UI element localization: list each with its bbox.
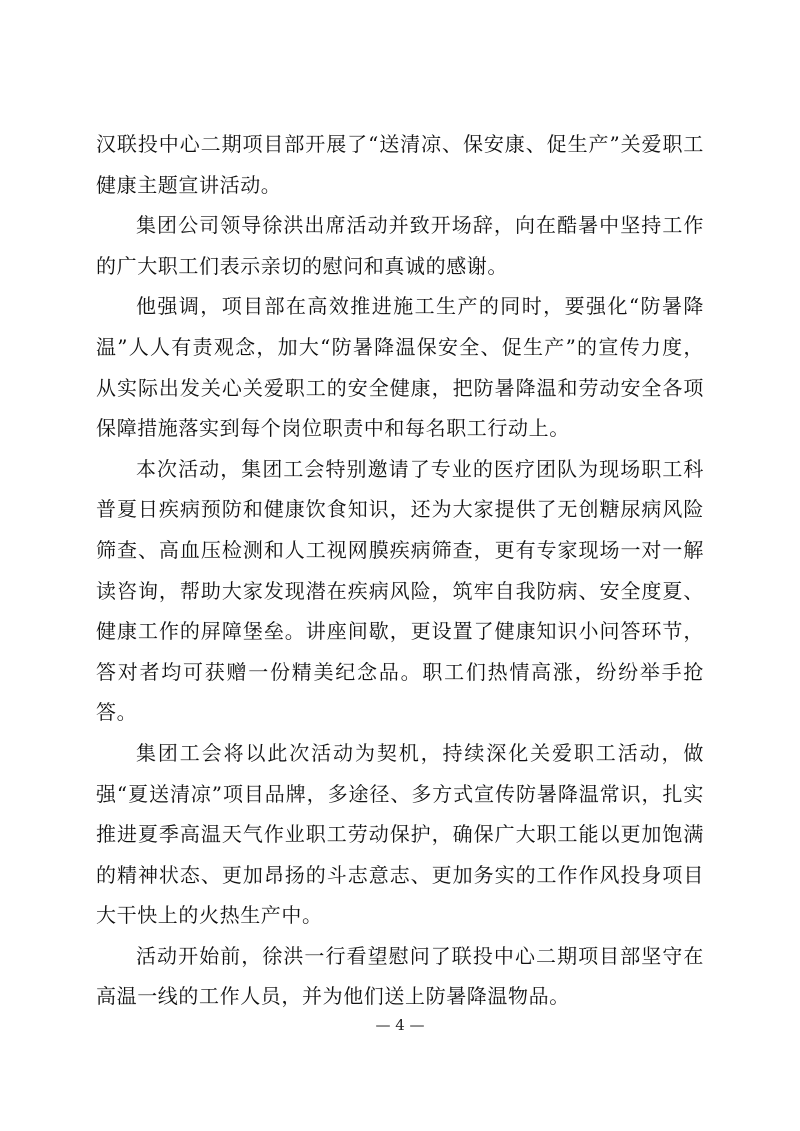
paragraph-union-plan: 集团工会将以此次活动为契机，持续深化关爱职工活动，做强“夏送清凉”项目品牌，多途径、多方式宣传防暑降温常识，扎实推进夏季高温天气作业职工劳动保护，确保广大职工能以更加饱满的精神状态、更加昂扬的斗志意志、更加务实的工作作风投身项目大干快上的火热生产中。	[96, 740, 704, 928]
paragraph-visit: 活动开始前，徐洪一行看望慰问了联投中心二期项目部坚守在高温一线的工作人员，并为他们送上防暑降温物品。	[96, 943, 704, 1009]
paragraph-activity: 本次活动，集团工会特别邀请了专业的医疗团队为现场职工科普夏日疾病预防和健康饮食知识，还为大家提供了无创糖尿病风险筛查、高血压检测和人工视网膜疾病筛查，更有专家现场一对一解读咨询，帮助大家发现潜在疾病风险，筑牢自我防病、安全度夏、健康工作的屏障堡垒。讲座间歇，更设置了健康知识小问答环节，答对者均可获赠一份精美纪念品。职工们热情高涨，纷纷举手抢答。	[96, 456, 704, 725]
paragraph-leader-speech: 集团公司领导徐洪出席活动并致开场辞，向在酷暑中坚持工作的广大职工们表示亲切的慰问和真诚的感谢。	[96, 213, 704, 278]
document-body	[96, 124, 704, 1017]
page-number: — 4 —	[375, 1016, 425, 1034]
paragraph-continuation: 汉联投中心二期项目部开展了“送清凉、保安康、促生产”关爱职工健康主题宣讲活动。	[96, 132, 704, 197]
paragraph-emphasis: 他强调，项目部在高效推进施工生产的同时，要强化“防暑降温”人人有责观念，加大“防暑降温保安全、促生产”的宣传力度，从实际出发关心关爱职工的安全健康，把防暑降温和劳动安全各项保障措施落实到每个岗位职责中和每名职工行动上。	[96, 294, 704, 441]
